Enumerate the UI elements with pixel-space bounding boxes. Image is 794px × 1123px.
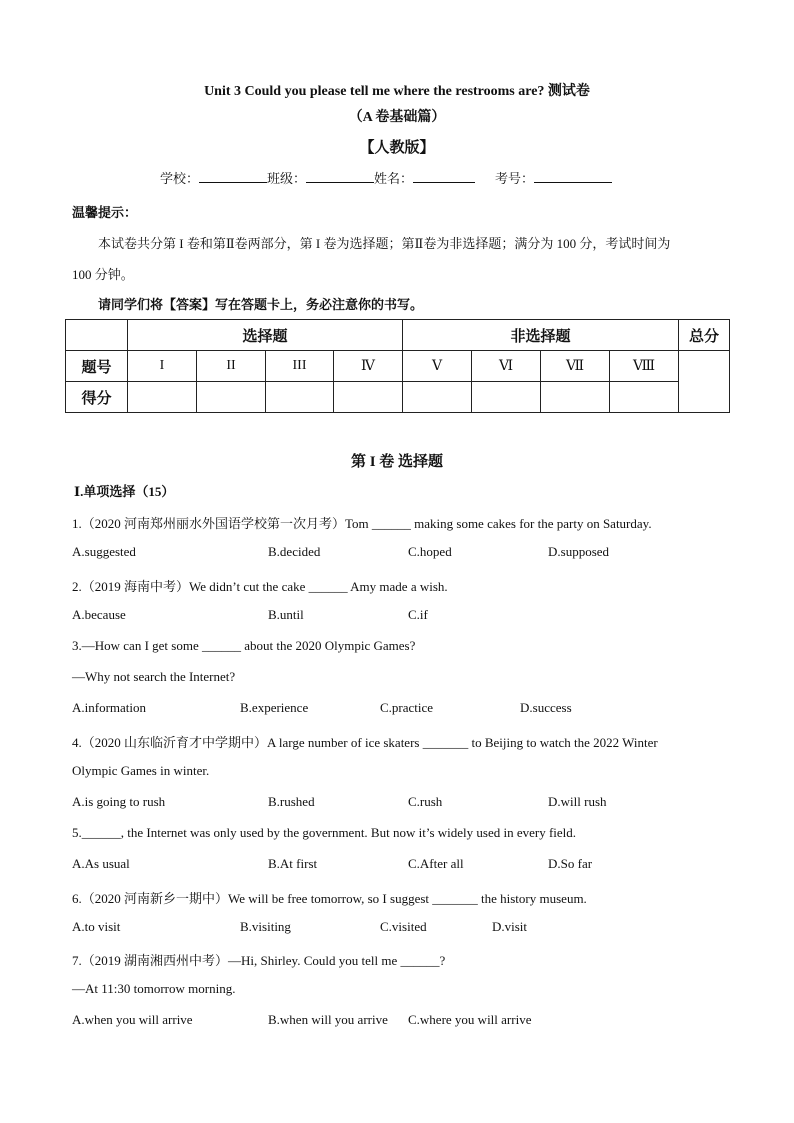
school-label: 学校： xyxy=(160,171,200,186)
score-cell[interactable] xyxy=(541,382,610,413)
nonchoice-header: 非选择题 xyxy=(403,320,679,351)
name-label: 姓名： xyxy=(374,171,414,186)
option-a[interactable]: A.As usual xyxy=(72,856,130,871)
option-c[interactable]: C.rush xyxy=(408,794,443,809)
option-b[interactable]: B.rushed xyxy=(268,794,315,809)
class-field[interactable] xyxy=(306,170,374,183)
score-table xyxy=(65,319,730,413)
question-stem: 2.（2019 海南中考）We didn’t cut the cake ______ Amy made a wish. xyxy=(72,579,448,594)
row-label-number: 题号 xyxy=(66,351,128,382)
col-6: Ⅵ xyxy=(472,351,541,382)
question-stem: 6.（2020 河南新乡一期中）We will be free tomorrow, so I suggest _______ the history museum. xyxy=(72,891,587,906)
score-cell[interactable] xyxy=(403,382,472,413)
tips-line-1: 本试卷共分第 I 卷和第Ⅱ卷两部分，第 I 卷为选择题；第Ⅱ卷为非选择题；满分为 100 分，考试时间为 xyxy=(98,236,671,251)
exam-no-label: 考号： xyxy=(495,171,535,186)
col-3: III xyxy=(266,351,334,382)
option-c[interactable]: C.After all xyxy=(408,856,464,871)
tips-line-2: 100 分钟。 xyxy=(72,267,134,282)
option-a[interactable]: A.is going to rush xyxy=(72,794,166,809)
edition-label: 【人教版】 xyxy=(359,140,435,156)
choice-header: 选择题 xyxy=(128,320,403,351)
student-info-line xyxy=(160,168,612,187)
score-cell[interactable] xyxy=(334,382,403,413)
option-a[interactable]: A.information xyxy=(72,700,147,715)
document-title: Unit 3 Could you please tell me where the restrooms are? 测试卷 xyxy=(204,84,590,99)
col-5: Ⅴ xyxy=(403,351,472,382)
option-d[interactable]: D.supposed xyxy=(548,544,610,559)
section-title: 第 I 卷 选择题 xyxy=(350,454,444,470)
total-score-cell[interactable] xyxy=(679,351,730,413)
score-cell[interactable] xyxy=(128,382,197,413)
score-cell[interactable] xyxy=(197,382,266,413)
score-cell[interactable] xyxy=(610,382,679,413)
col-8: Ⅷ xyxy=(610,351,679,382)
col-2: II xyxy=(197,351,266,382)
option-b[interactable]: B.visiting xyxy=(240,919,291,934)
option-b[interactable]: B.decided xyxy=(268,544,321,559)
score-row xyxy=(66,382,730,413)
answer-note: 请同学们将【答案】写在答题卡上，务必注意你的书写。 xyxy=(98,297,424,312)
table-header-row xyxy=(66,320,730,351)
question-stem: 3.—How can I get some ______ about the 2020 Olympic Games? xyxy=(72,638,416,653)
option-d[interactable]: D.So far xyxy=(548,856,593,871)
score-cell[interactable] xyxy=(472,382,541,413)
option-b[interactable]: B.experience xyxy=(240,700,309,715)
option-d[interactable]: D.visit xyxy=(492,919,528,934)
score-cell[interactable] xyxy=(266,382,334,413)
option-d[interactable]: D.will rush xyxy=(548,794,607,809)
option-b[interactable]: B.when will you arrive xyxy=(268,1012,388,1027)
option-b[interactable]: B.At first xyxy=(268,856,318,871)
col-4: Ⅳ xyxy=(334,351,403,382)
name-field[interactable] xyxy=(413,170,475,183)
total-header: 总分 xyxy=(679,320,730,351)
option-c[interactable]: C.practice xyxy=(380,700,434,715)
row-label-score: 得分 xyxy=(66,382,128,413)
question-stem: 1.（2020 河南郑州丽水外国语学校第一次月考）Tom ______ making some cakes for the party on Saturday. xyxy=(72,516,652,531)
question-stem-cont: —At 11:30 tomorrow morning. xyxy=(72,981,236,996)
tips-heading: 温馨提示： xyxy=(72,205,138,220)
col-1: I xyxy=(128,351,197,382)
corner-cell xyxy=(66,320,128,351)
school-field[interactable] xyxy=(199,170,267,183)
option-a[interactable]: A.when you will arrive xyxy=(72,1012,193,1027)
question-stem: 5.______, the Internet was only used by the government. But now it’s widely used in every field. xyxy=(72,825,577,840)
option-c[interactable]: C.hoped xyxy=(408,544,452,559)
question-stem-cont: Olympic Games in winter. xyxy=(72,763,210,778)
exam-no-field[interactable] xyxy=(534,170,612,183)
document-subtitle: （A 卷基础篇） xyxy=(348,110,446,125)
question-stem-cont: —Why not search the Internet? xyxy=(72,669,236,684)
option-d[interactable]: D.success xyxy=(520,700,572,715)
option-c[interactable]: C.where you will arrive xyxy=(408,1012,532,1027)
option-b[interactable]: B.until xyxy=(268,607,304,622)
option-a[interactable]: A.because xyxy=(72,607,126,622)
option-c[interactable]: C.visited xyxy=(380,919,427,934)
class-label: 班级： xyxy=(267,171,307,186)
option-a[interactable]: A.suggested xyxy=(72,544,136,559)
question-stem: 4.（2020 山东临沂育才中学期中）A large number of ice skaters _______ to Beijing to watch the 2022 Winter xyxy=(72,735,658,750)
option-a[interactable]: A.to visit xyxy=(72,919,121,934)
option-c[interactable]: C.if xyxy=(408,607,428,622)
question-stem: 7.（2019 湖南湘西州中考）—Hi, Shirley. Could you tell me ______? xyxy=(72,953,446,968)
part-title: Ⅰ.单项选择（15） xyxy=(74,484,175,499)
col-7: Ⅶ xyxy=(541,351,610,382)
question-number-row xyxy=(66,351,730,382)
